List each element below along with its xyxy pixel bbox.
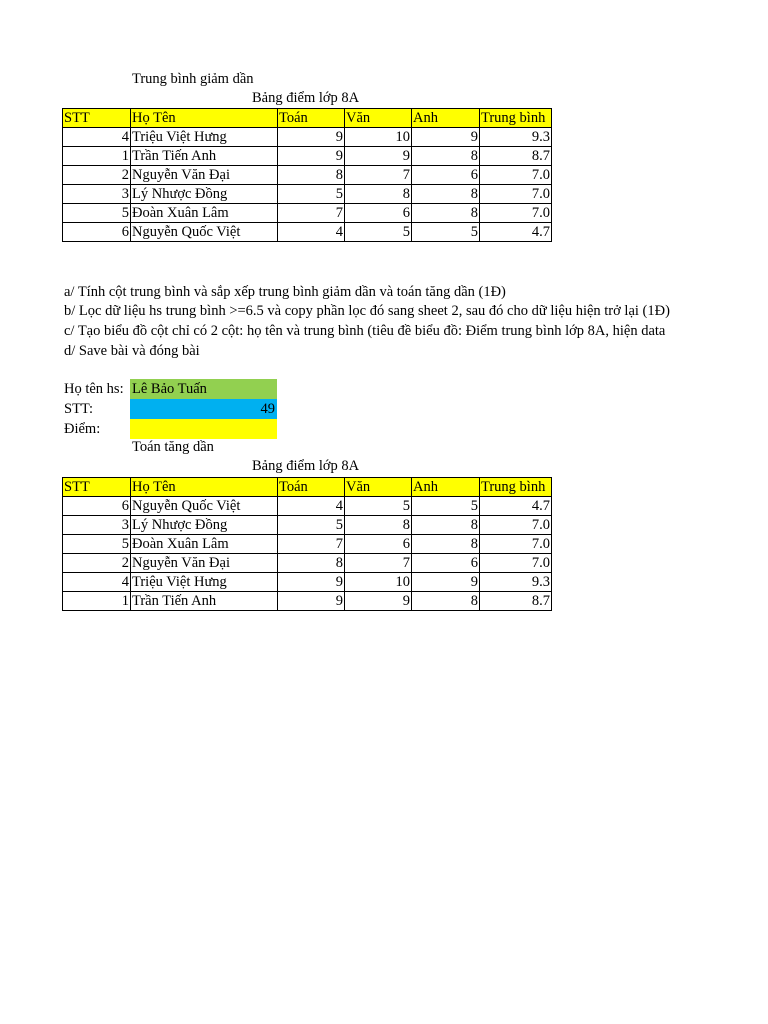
table-row (63, 535, 552, 554)
table-row (63, 497, 552, 516)
table1-header-math[interactable]: Toán (278, 109, 345, 128)
table1-cell-literature[interactable]: 7 (345, 166, 412, 185)
table-row (63, 166, 552, 185)
table2-cell-english[interactable]: 8 (412, 535, 480, 554)
student-stt-cell[interactable]: 49 (130, 399, 277, 419)
table2-cell-name[interactable]: Nguyễn Văn Đại (131, 554, 278, 573)
table1-cell-english[interactable]: 8 (412, 185, 480, 204)
table1-header-name[interactable]: Họ Tên (131, 109, 278, 128)
table1-header-row (63, 109, 552, 128)
table2-cell-math[interactable]: 9 (278, 592, 345, 611)
table1-cell-stt[interactable]: 6 (63, 223, 131, 242)
table2-cell-average[interactable]: 7.0 (480, 535, 552, 554)
table2-cell-english[interactable]: 5 (412, 497, 480, 516)
table2-header-english[interactable]: Anh (412, 478, 480, 497)
table2-header-literature[interactable]: Văn (345, 478, 412, 497)
table1-header-english[interactable]: Anh (412, 109, 480, 128)
student-name-label: Họ tên hs: (64, 381, 124, 397)
table1-cell-average[interactable]: 7.0 (480, 204, 552, 223)
table1-cell-stt[interactable]: 2 (63, 166, 131, 185)
student-stt-label: STT: (64, 401, 94, 417)
table-row (63, 592, 552, 611)
table2-cell-name[interactable]: Lý Nhược Đồng (131, 516, 278, 535)
task-c: c/ Tạo biểu đồ cột chỉ có 2 cột: họ tên và trung bình (tiêu đề biểu đồ: Điểm trung bình lớp 8A, hiện data (64, 323, 666, 339)
table1-cell-stt[interactable]: 4 (63, 128, 131, 147)
table2-cell-stt[interactable]: 4 (63, 573, 131, 592)
student-name-cell[interactable]: Lê Bảo Tuấn (130, 379, 277, 399)
table-row (63, 204, 552, 223)
table2-cell-math[interactable]: 4 (278, 497, 345, 516)
table2-header-average[interactable]: Trung bình (480, 478, 552, 497)
table1-cell-average[interactable]: 7.0 (480, 166, 552, 185)
table1-header-average[interactable]: Trung bình (480, 109, 552, 128)
table2-header-row (63, 478, 552, 497)
table2-cell-name[interactable]: Nguyễn Quốc Việt (131, 497, 278, 516)
table-row (63, 554, 552, 573)
table2-header-stt[interactable]: STT (63, 478, 131, 497)
table2-cell-math[interactable]: 9 (278, 573, 345, 592)
table2-header-math[interactable]: Toán (278, 478, 345, 497)
table2-cell-name[interactable]: Đoàn Xuân Lâm (131, 535, 278, 554)
table1-cell-literature[interactable]: 9 (345, 147, 412, 166)
table-row (63, 573, 552, 592)
table2-cell-average[interactable]: 8.7 (480, 592, 552, 611)
table1-cell-math[interactable]: 7 (278, 204, 345, 223)
table2-cell-math[interactable]: 5 (278, 516, 345, 535)
table2 (62, 477, 552, 611)
table2-body (63, 478, 552, 611)
table1-cell-stt[interactable]: 3 (63, 185, 131, 204)
table1-cell-stt[interactable]: 1 (63, 147, 131, 166)
table1-cell-math[interactable]: 4 (278, 223, 345, 242)
table2-cell-average[interactable]: 7.0 (480, 516, 552, 535)
table2-cell-literature[interactable]: 8 (345, 516, 412, 535)
table1-title: Bảng điểm lớp 8A (252, 90, 360, 106)
table1-cell-name[interactable]: Nguyễn Quốc Việt (131, 223, 278, 242)
table1-cell-english[interactable]: 6 (412, 166, 480, 185)
table1-cell-literature[interactable]: 8 (345, 185, 412, 204)
table1-cell-average[interactable]: 4.7 (480, 223, 552, 242)
table2-cell-english[interactable]: 6 (412, 554, 480, 573)
table2-cell-stt[interactable]: 1 (63, 592, 131, 611)
student-score-label: Điểm: (64, 421, 101, 437)
table-row (63, 516, 552, 535)
table2-cell-stt[interactable]: 6 (63, 497, 131, 516)
table1-cell-english[interactable]: 9 (412, 128, 480, 147)
table2-cell-literature[interactable]: 9 (345, 592, 412, 611)
table2-cell-average[interactable]: 9.3 (480, 573, 552, 592)
task-d: d/ Save bài và đóng bài (64, 343, 200, 359)
table1-cell-math[interactable]: 5 (278, 185, 345, 204)
table1-cell-name[interactable]: Trần Tiến Anh (131, 147, 278, 166)
table1-cell-average[interactable]: 8.7 (480, 147, 552, 166)
table1-cell-literature[interactable]: 10 (345, 128, 412, 147)
table1-caption: Trung bình giảm dần (132, 71, 254, 87)
table2-cell-literature[interactable]: 7 (345, 554, 412, 573)
table2-cell-stt[interactable]: 5 (63, 535, 131, 554)
table1-header-literature[interactable]: Văn (345, 109, 412, 128)
table2-cell-math[interactable]: 7 (278, 535, 345, 554)
table2-cell-literature[interactable]: 5 (345, 497, 412, 516)
table1-cell-english[interactable]: 5 (412, 223, 480, 242)
table1-cell-literature[interactable]: 5 (345, 223, 412, 242)
table-row (63, 147, 552, 166)
table1-cell-average[interactable]: 9.3 (480, 128, 552, 147)
table1-cell-name[interactable]: Lý Nhược Đồng (131, 185, 278, 204)
table2-title: Bảng điểm lớp 8A (252, 458, 360, 474)
table1 (62, 108, 552, 242)
table1-cell-english[interactable]: 8 (412, 147, 480, 166)
table2-cell-english[interactable]: 9 (412, 573, 480, 592)
task-b: b/ Lọc dữ liệu hs trung bình >=6.5 và copy phần lọc đó sang sheet 2, sau đó cho dữ liệu hiện trở lại (1Đ) (64, 303, 670, 319)
table2-caption: Toán tăng dần (132, 439, 214, 455)
table2-header-name[interactable]: Họ Tên (131, 478, 278, 497)
table2-cell-average[interactable]: 7.0 (480, 554, 552, 573)
task-a: a/ Tính cột trung bình và sắp xếp trung bình giảm dần và toán tăng dần (1Đ) (64, 284, 506, 300)
table1-cell-name[interactable]: Triệu Việt Hưng (131, 128, 278, 147)
table2-cell-stt[interactable]: 2 (63, 554, 131, 573)
table-row (63, 185, 552, 204)
table1-cell-math[interactable]: 8 (278, 166, 345, 185)
table2-cell-average[interactable]: 4.7 (480, 497, 552, 516)
table1-cell-math[interactable]: 9 (278, 147, 345, 166)
table2-cell-name[interactable]: Triệu Việt Hưng (131, 573, 278, 592)
table-row (63, 128, 552, 147)
table2-cell-math[interactable]: 8 (278, 554, 345, 573)
table1-header-stt[interactable]: STT (63, 109, 131, 128)
table1-cell-stt[interactable]: 5 (63, 204, 131, 223)
table2-cell-english[interactable]: 8 (412, 516, 480, 535)
table2-cell-stt[interactable]: 3 (63, 516, 131, 535)
table1-cell-math[interactable]: 9 (278, 128, 345, 147)
table2-cell-name[interactable]: Trần Tiến Anh (131, 592, 278, 611)
table2-cell-english[interactable]: 8 (412, 592, 480, 611)
table2-cell-literature[interactable]: 6 (345, 535, 412, 554)
table1-cell-name[interactable]: Nguyễn Văn Đại (131, 166, 278, 185)
table1-body (63, 109, 552, 242)
table-row (63, 223, 552, 242)
table1-cell-name[interactable]: Đoàn Xuân Lâm (131, 204, 278, 223)
table1-cell-average[interactable]: 7.0 (480, 185, 552, 204)
table1-cell-english[interactable]: 8 (412, 204, 480, 223)
table2-cell-literature[interactable]: 10 (345, 573, 412, 592)
table1-cell-literature[interactable]: 6 (345, 204, 412, 223)
student-score-cell[interactable] (130, 419, 277, 439)
